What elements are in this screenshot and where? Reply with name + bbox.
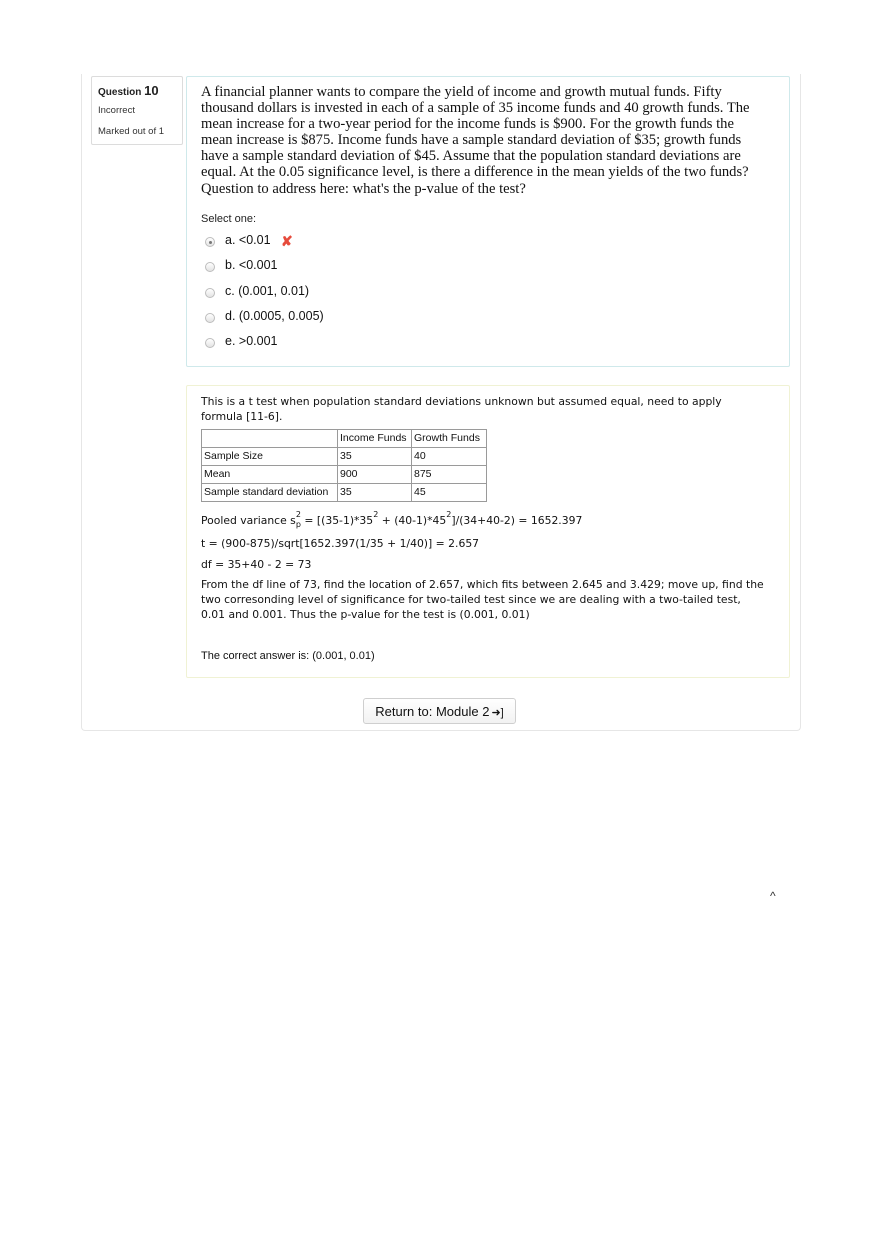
table-row — [202, 448, 487, 466]
table-cell: Mean — [202, 466, 338, 484]
question-formulation — [186, 76, 790, 367]
radio-d[interactable] — [205, 313, 215, 323]
table-cell: Sample Size — [202, 448, 338, 466]
answer-option-d[interactable] — [205, 308, 605, 328]
table-cell: Growth Funds — [412, 430, 487, 448]
table-cell: 40 — [412, 448, 487, 466]
return-label: Return to: Module 2 — [375, 704, 490, 719]
radio-a[interactable] — [205, 237, 215, 247]
radio-e[interactable] — [205, 338, 215, 348]
radio-c[interactable] — [205, 288, 215, 298]
answer-label-c: c. (0.001, 0.01) — [225, 284, 310, 298]
answer-label-a: a. <0.01 — [225, 233, 271, 247]
question-number — [98, 83, 159, 98]
feedback-panel — [186, 385, 790, 678]
table-cell: 900 — [338, 466, 412, 484]
answer-option-c[interactable] — [205, 283, 605, 303]
back-to-top-link[interactable]: ^ — [770, 889, 776, 903]
table-cell: Sample standard deviation — [202, 484, 338, 502]
answer-option-e[interactable] — [205, 333, 605, 353]
correct-answer: The correct answer is: (0.001, 0.01) — [201, 650, 375, 662]
question-state: Incorrect — [98, 105, 135, 116]
pooled-variance-line — [201, 510, 583, 529]
question-mark: Marked out of 1 — [98, 126, 165, 137]
pooled-sup: 2 — [373, 510, 379, 519]
question-text: A financial planner wants to compare the yield of income and growth mutual funds. Fifty thousand dollars is invested in each of a sample of 35 income funds and 40 growth funds. The mean increase for a two-year period for the income funds is $900. For the growth funds the mean increase is $875. Income funds have a sample standard deviation of $35; growth funds have a sample standard deviation of $45. Assume that the population standard deviations are equal. At the 0.05 significance level, is there a difference in the mean yields of the two funds? Question to address here: what's the p-value of the test? — [201, 84, 750, 197]
table-cell: Income Funds — [338, 430, 412, 448]
feedback-explanation: From the df line of 73, find the location of 2.657, which fits between 2.645 and 3.429; move up, find the two corresonding level of significance for two-tailed test since we are dealing with a two-tailed test, 0.01 and 0.001. Thus the p-value for the test is (0.001, 0.01) — [201, 578, 764, 621]
pooled-part: + (40-1)*45 — [378, 514, 447, 527]
table-cell: 35 — [338, 484, 412, 502]
radio-b[interactable] — [205, 262, 215, 272]
pooled-sub: p — [295, 520, 301, 529]
table-cell — [202, 430, 338, 448]
return-to-module-button[interactable] — [363, 698, 516, 724]
question-info — [91, 76, 183, 145]
feedback-intro: This is a t test when population standard deviations unknown but assumed equal, need to apply formula [11-6]. — [201, 395, 722, 423]
table-cell: 875 — [412, 466, 487, 484]
answer-option-a[interactable] — [205, 232, 605, 252]
pooled-sup: 2 — [295, 510, 301, 519]
select-prompt: Select one: — [201, 213, 257, 225]
answer-label-b: b. <0.001 — [225, 258, 278, 272]
table-cell: 45 — [412, 484, 487, 502]
question-label: Question — [98, 87, 142, 98]
sign-in-icon: ➜] — [491, 707, 504, 719]
pooled-prefix: Pooled variance s — [201, 514, 296, 527]
pooled-sup: 2 — [446, 510, 452, 519]
answer-label-d: d. (0.0005, 0.005) — [225, 309, 324, 323]
funds-table — [201, 429, 487, 502]
table-row — [202, 466, 487, 484]
t-statistic-line: t = (900-875)/sqrt[1652.397(1/35 + 1/40)] = 2.657 — [201, 537, 480, 550]
incorrect-cross-icon: ✘ — [281, 233, 293, 249]
df-line: df = 35+40 - 2 = 73 — [201, 558, 312, 571]
pooled-part: = [(35-1)*35 — [300, 514, 374, 527]
question-number-value: 10 — [144, 83, 159, 98]
table-row — [202, 484, 487, 502]
pooled-part: ]/(34+40-2) = 1652.397 — [451, 514, 583, 527]
table-header-row — [202, 430, 487, 448]
answer-option-b[interactable] — [205, 257, 605, 277]
answer-label-e: e. >0.001 — [225, 334, 278, 348]
table-cell: 35 — [338, 448, 412, 466]
